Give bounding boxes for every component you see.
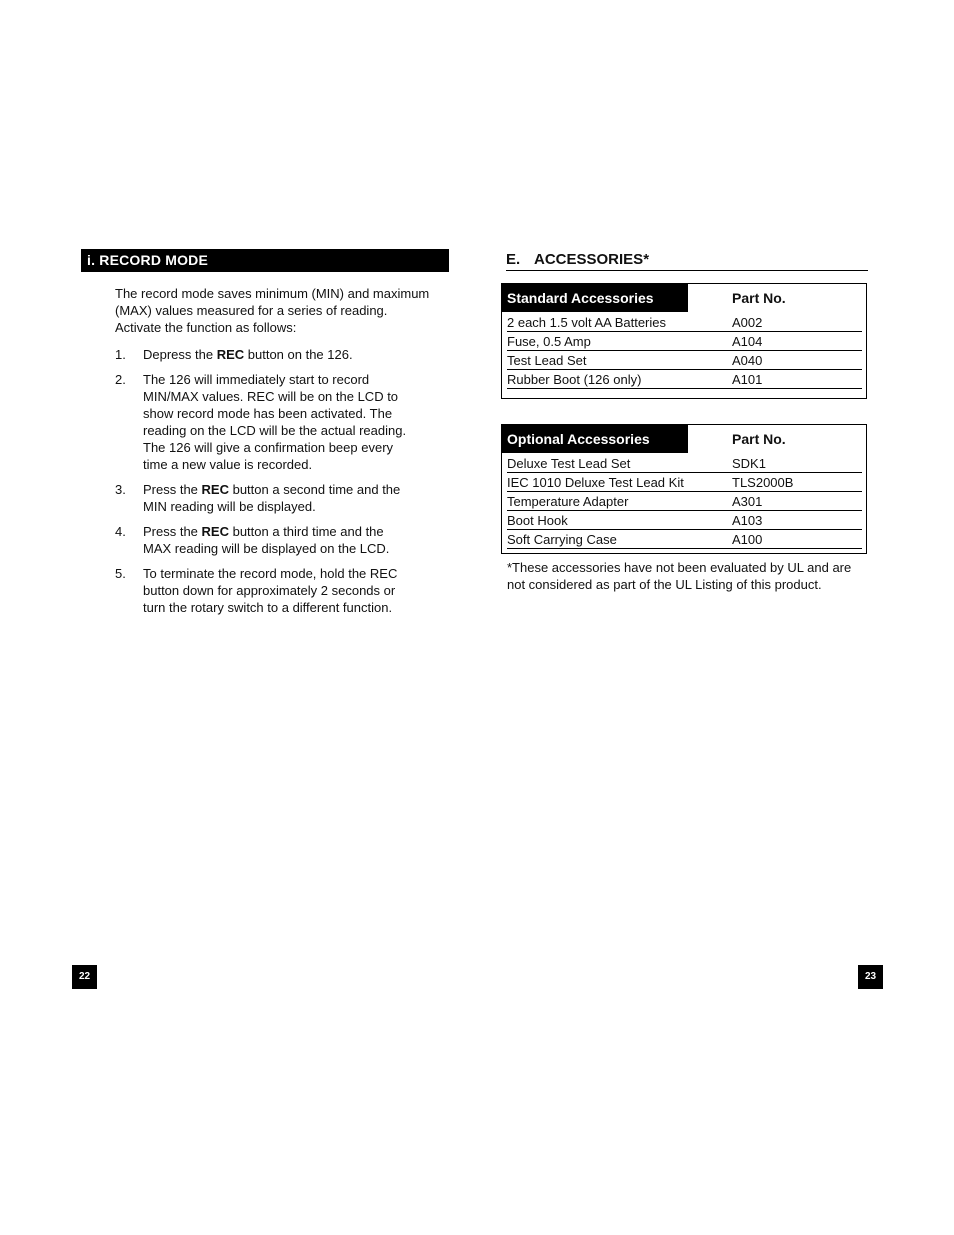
table-row <box>507 313 862 332</box>
part-number: A101 <box>732 372 763 387</box>
table-row <box>507 370 862 389</box>
accessories-heading <box>506 250 868 271</box>
step-number: 3. <box>115 482 126 497</box>
record-mode-steps <box>115 346 415 624</box>
step-bold-keyword: REC <box>201 482 229 497</box>
optional-accessories-title: Optional Accessories <box>502 425 688 453</box>
accessory-name: Deluxe Test Lead Set <box>507 456 631 471</box>
step-text: Press the <box>143 482 202 497</box>
table-header <box>502 284 866 312</box>
optional-accessories-table <box>501 424 867 554</box>
record-mode-intro: The record mode saves minimum (MIN) and maximum (MAX) values measured for a series of reading. Activate the function as follows: <box>115 286 430 335</box>
accessories-footnote: *These accessories have not been evaluated by UL and are not considered as part of the UL Listing of this product. <box>507 560 852 592</box>
table-row <box>507 492 862 511</box>
step-text: Depress the <box>143 347 217 362</box>
table-row <box>507 351 862 370</box>
part-number: A002 <box>732 315 763 330</box>
step-item <box>115 523 415 557</box>
accessory-name: Test Lead Set <box>507 353 587 368</box>
standard-accessories-title: Standard Accessories <box>502 284 688 312</box>
step-item <box>115 346 415 363</box>
heading-letter: E. <box>506 251 521 268</box>
page-number-left: 22 <box>72 965 97 989</box>
table-row <box>507 332 862 351</box>
step-item <box>115 565 415 616</box>
step-bold-keyword: REC <box>201 524 229 539</box>
step-text: Press the <box>143 524 202 539</box>
table-row <box>507 473 862 492</box>
accessory-name: 2 each 1.5 volt AA Batteries <box>507 315 666 330</box>
step-item <box>115 371 415 473</box>
accessory-name: Soft Carrying Case <box>507 532 617 547</box>
part-number: SDK1 <box>732 456 766 471</box>
table-row <box>507 530 862 549</box>
table-row <box>507 511 862 530</box>
accessory-name: IEC 1010 Deluxe Test Lead Kit <box>507 475 684 490</box>
step-text: button on the 126. <box>244 347 353 362</box>
table-header <box>502 425 866 453</box>
step-text: button a second time and the MIN reading will be displayed. <box>143 482 401 514</box>
accessory-name: Fuse, 0.5 Amp <box>507 334 591 349</box>
part-number: A103 <box>732 513 763 528</box>
table-row <box>507 454 862 473</box>
page-number-right: 23 <box>858 965 883 989</box>
heading-text: ACCESSORIES* <box>534 251 650 268</box>
step-text: To terminate the record mode, hold the REC button down for approximately 2 seconds or turn the rotary switch to a different function. <box>143 566 398 615</box>
step-item <box>115 481 415 515</box>
part-no-header: Part No. <box>732 290 786 306</box>
step-text: button a third time and the MAX reading will be displayed on the LCD. <box>143 524 390 556</box>
part-number: A040 <box>732 353 763 368</box>
step-text: The 126 will immediately start to record MIN/MAX values. REC will be on the LCD to show record mode has been activated. The reading on the LCD will be the actual reading. The 126 will give a confirmation beep every time a new value is recorded. <box>143 372 407 472</box>
part-number: A100 <box>732 532 763 547</box>
accessory-name: Rubber Boot (126 only) <box>507 372 642 387</box>
part-number: A301 <box>732 494 763 509</box>
part-no-header: Part No. <box>732 431 786 447</box>
step-number: 2. <box>115 372 126 387</box>
accessory-name: Temperature Adapter <box>507 494 629 509</box>
accessory-name: Boot Hook <box>507 513 568 528</box>
part-number: TLS2000B <box>732 475 794 490</box>
step-number: 4. <box>115 524 126 539</box>
section-title-record-mode: i. RECORD MODE <box>81 249 449 272</box>
standard-accessories-table <box>501 283 867 399</box>
step-bold-keyword: REC <box>216 347 245 362</box>
step-number: 5. <box>115 566 126 581</box>
part-number: A104 <box>732 334 763 349</box>
step-number: 1. <box>115 347 126 362</box>
